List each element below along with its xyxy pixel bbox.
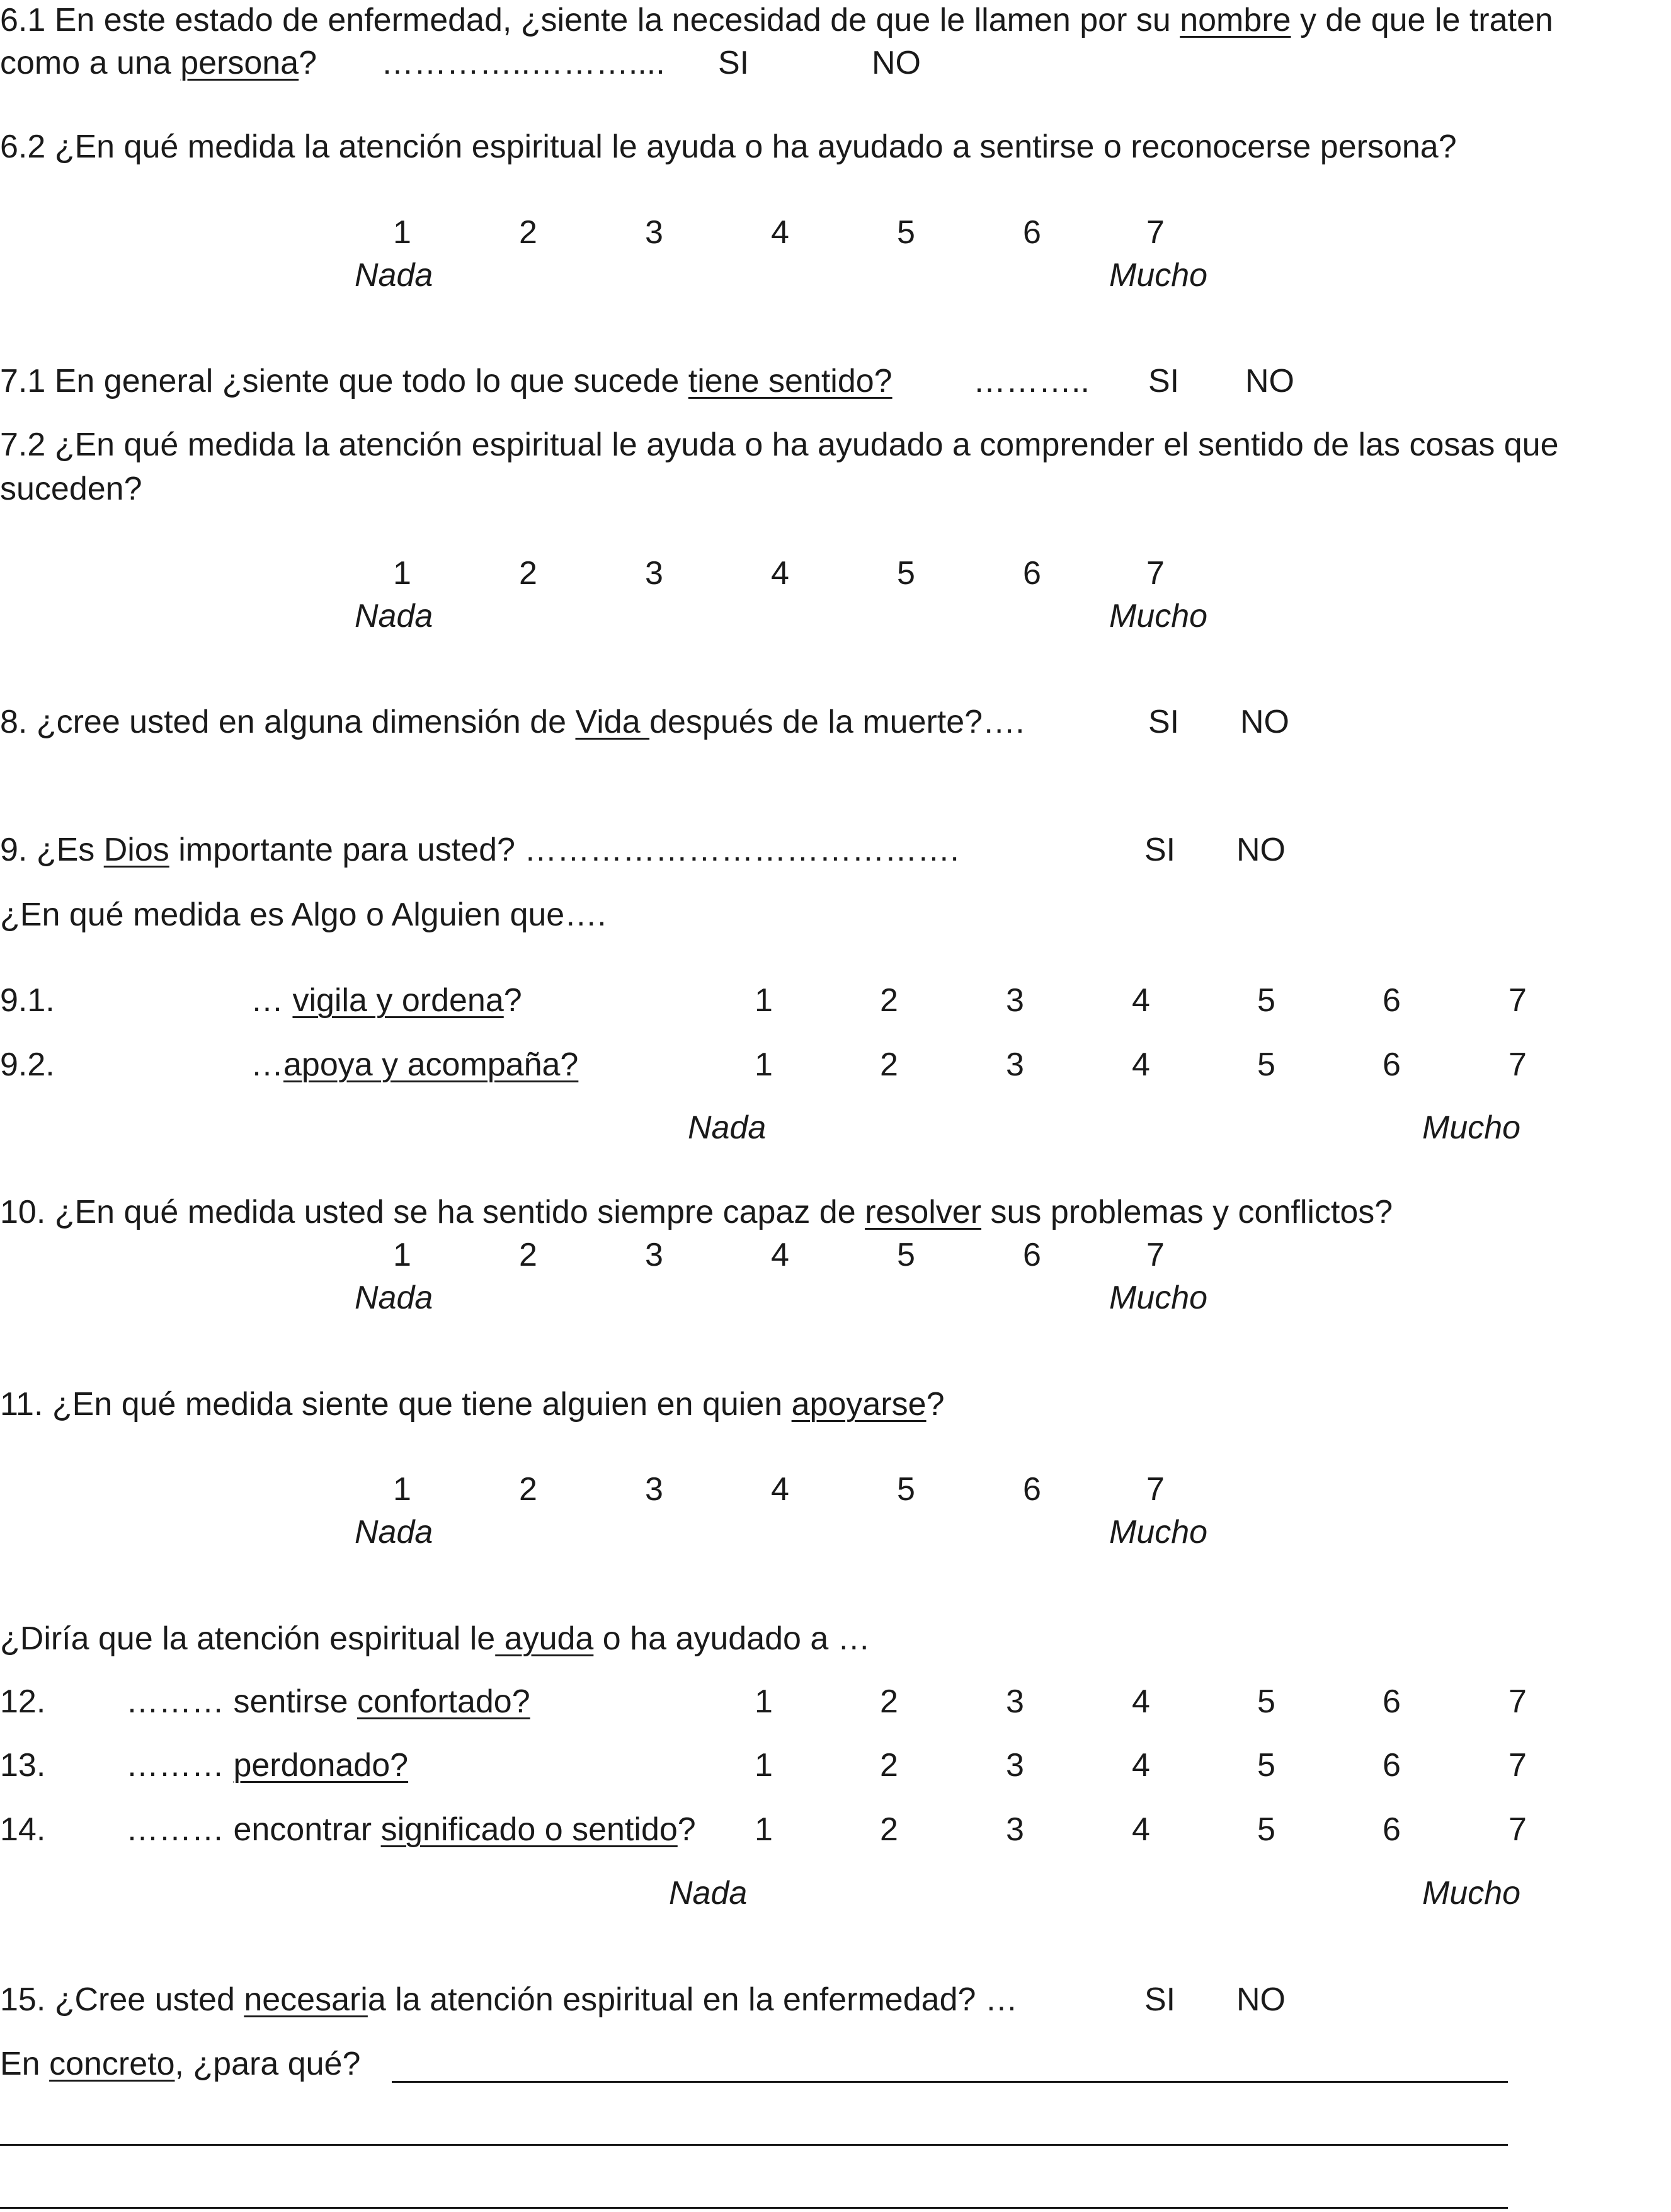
q6-1-text-2: como a una xyxy=(0,45,181,81)
q9-si-option[interactable]: SI xyxy=(1144,832,1176,868)
scale-option-5[interactable]: 5 xyxy=(897,1237,915,1273)
scale-option-2[interactable]: 2 xyxy=(519,1471,537,1508)
scale-option-4[interactable]: 4 xyxy=(1132,1046,1150,1083)
scale-option-6[interactable]: 6 xyxy=(1383,1811,1401,1848)
scale-option-7[interactable]: 7 xyxy=(1508,1747,1527,1784)
question-7-2-line-2: suceden? xyxy=(0,471,142,507)
scale-option-7[interactable]: 7 xyxy=(1508,1683,1527,1720)
q6-1-underlined-persona: persona xyxy=(180,45,299,81)
scale-option-4[interactable]: 4 xyxy=(771,1471,789,1508)
q15-text-end: a la atención espiritual en la enfermedad? … xyxy=(367,1981,1018,2018)
scale-option-4[interactable]: 4 xyxy=(1132,982,1150,1019)
answer-line-2[interactable] xyxy=(0,2144,1508,2146)
scale-option-1[interactable]: 1 xyxy=(393,1471,411,1508)
intro-text: ¿Diría que la atención espiritual le xyxy=(0,1620,496,1657)
item-suffix: ? xyxy=(503,982,522,1019)
q6-1-text-end: y de que le traten xyxy=(1291,2,1553,38)
item-suffix: ? xyxy=(677,1811,696,1848)
answer-line-1[interactable] xyxy=(392,2081,1508,2083)
scale-option-5[interactable]: 5 xyxy=(1257,1046,1275,1083)
scale-option-1[interactable]: 1 xyxy=(755,1046,773,1083)
q15-underlined-necesari: necesari xyxy=(244,1981,368,2018)
scale-option-1[interactable]: 1 xyxy=(393,214,411,251)
q9-text-end: importante para usted? …………………………………. xyxy=(169,832,959,868)
item-number: 12. xyxy=(0,1683,46,1720)
scale-option-5[interactable]: 5 xyxy=(897,1471,915,1508)
q9-intro: ¿En qué medida es Algo o Alguien que…. xyxy=(0,897,607,933)
scale-option-2[interactable]: 2 xyxy=(880,1811,898,1848)
scale-option-6[interactable]: 6 xyxy=(1023,555,1041,592)
scale-option-7[interactable]: 7 xyxy=(1146,214,1165,251)
scale-option-6[interactable]: 6 xyxy=(1383,1683,1401,1720)
item-number: 13. xyxy=(0,1747,46,1784)
item-dots: … xyxy=(251,1046,283,1083)
item-number: 14. xyxy=(0,1811,46,1848)
scale-option-3[interactable]: 3 xyxy=(1006,982,1024,1019)
question-8 xyxy=(0,706,1025,738)
scale-option-5[interactable]: 5 xyxy=(897,555,915,592)
q6-1-text: 6.1 En este estado de enfermedad, ¿siente la necesidad de que le llamen por su xyxy=(0,2,1180,38)
scale-option-3[interactable]: 3 xyxy=(645,214,663,251)
scale-option-6[interactable]: 6 xyxy=(1383,982,1401,1019)
scale-option-5[interactable]: 5 xyxy=(1257,1811,1275,1848)
q7-1-text: 7.1 En general ¿siente que todo lo que sucede xyxy=(0,363,688,399)
scale-option-3[interactable]: 3 xyxy=(1006,1046,1024,1083)
q6-1-no-option[interactable]: NO xyxy=(872,45,921,81)
q7-1-dots: ……….. xyxy=(973,363,1090,399)
scale-option-6[interactable]: 6 xyxy=(1383,1046,1401,1083)
question-6-1-line-2 xyxy=(0,47,317,79)
scale-label-mucho: Mucho xyxy=(1109,1514,1208,1550)
q15-followup-end: , ¿para qué? xyxy=(174,2046,361,2082)
q9-scale-label-mucho: Mucho xyxy=(1422,1109,1521,1146)
scale-option-4[interactable]: 4 xyxy=(1132,1811,1150,1848)
item-underlined: significado o sentido xyxy=(380,1811,678,1848)
item-text xyxy=(126,1685,530,1718)
scale-option-6[interactable]: 6 xyxy=(1383,1747,1401,1784)
question-7-2-line-1: 7.2 ¿En qué medida la atención espiritual le ayuda o ha ayudado a comprender el sentido de las cosas que xyxy=(0,427,1559,463)
scale-option-1[interactable]: 1 xyxy=(755,1683,773,1720)
item-underlined: apoya y acompaña? xyxy=(283,1046,579,1083)
item-text xyxy=(251,1048,578,1081)
q8-text-end: después de la muerte?…. xyxy=(649,704,1025,740)
q10-text-end: sus problemas y conflictos? xyxy=(981,1194,1393,1230)
scale-option-3[interactable]: 3 xyxy=(1006,1811,1024,1848)
item-underlined: confortado? xyxy=(356,1683,530,1720)
scale-option-7[interactable]: 7 xyxy=(1146,555,1165,592)
q15-underlined-concreto: concreto xyxy=(49,2046,175,2082)
scale-option-5[interactable]: 5 xyxy=(1257,1747,1275,1784)
scale-option-7[interactable]: 7 xyxy=(1146,1237,1165,1273)
scale-option-3[interactable]: 3 xyxy=(645,555,663,592)
scale-label-nada: Nada xyxy=(355,1280,433,1316)
scale-option-5[interactable]: 5 xyxy=(1257,982,1275,1019)
question-10 xyxy=(0,1196,1393,1229)
q15-si-option[interactable]: SI xyxy=(1144,1981,1176,2018)
scale-option-2[interactable]: 2 xyxy=(880,982,898,1019)
q15-no-option[interactable]: NO xyxy=(1236,1981,1286,2018)
q15-followup-text: En xyxy=(0,2046,50,2082)
question-11 xyxy=(0,1388,944,1421)
intro-underlined-ayuda: ayuda xyxy=(495,1620,594,1657)
q11-text: 11. ¿En qué medida siente que tiene alguien en quien xyxy=(0,1386,792,1423)
q6-1-dots: …………..……….... xyxy=(381,45,665,81)
scale-option-4[interactable]: 4 xyxy=(771,214,789,251)
scale-option-2[interactable]: 2 xyxy=(880,1747,898,1784)
question-6-2: 6.2 ¿En qué medida la atención espiritual le ayuda o ha ayudado a sentirse o reconocerse persona? xyxy=(0,129,1457,165)
scale-label-mucho: Mucho xyxy=(1109,257,1208,294)
q12-14-intro xyxy=(0,1622,870,1655)
scale-option-5[interactable]: 5 xyxy=(1257,1683,1275,1720)
scale-label-nada: Nada xyxy=(355,1514,433,1550)
item-text xyxy=(251,984,522,1017)
item-dots: ……… encontrar xyxy=(126,1811,381,1848)
intro-text-end: o ha ayudado a … xyxy=(593,1620,870,1657)
scale-option-7[interactable]: 7 xyxy=(1508,1811,1527,1848)
item-dots: ……… xyxy=(126,1747,234,1784)
q8-text: 8. ¿cree usted en alguna dimensión de xyxy=(0,704,576,740)
scale-option-3[interactable]: 3 xyxy=(1006,1683,1024,1720)
item-number: 9.1. xyxy=(0,982,55,1019)
item-text xyxy=(126,1813,696,1846)
scale-option-3[interactable]: 3 xyxy=(1006,1747,1024,1784)
q9-no-option[interactable]: NO xyxy=(1236,832,1286,868)
q8-no-option[interactable]: NO xyxy=(1240,704,1289,740)
q12-14-scale-label-mucho: Mucho xyxy=(1422,1875,1521,1911)
item-dots: … xyxy=(251,982,293,1019)
question-9 xyxy=(0,834,959,866)
question-15 xyxy=(0,1983,1018,2016)
scale-option-1[interactable]: 1 xyxy=(393,1237,411,1273)
q8-underlined-vida: Vida xyxy=(575,704,650,740)
scale-option-6[interactable]: 6 xyxy=(1023,214,1041,251)
q11-underlined-apoyarse: apoyarse xyxy=(791,1386,927,1423)
scale-label-nada: Nada xyxy=(355,257,433,294)
q8-si-option[interactable]: SI xyxy=(1148,704,1180,740)
scale-option-4[interactable]: 4 xyxy=(771,1237,789,1273)
scale-option-3[interactable]: 3 xyxy=(645,1237,663,1273)
q9-text: 9. ¿Es xyxy=(0,832,104,868)
item-text xyxy=(126,1749,408,1782)
question-7-1 xyxy=(0,365,893,398)
scale-option-7[interactable]: 7 xyxy=(1508,982,1527,1019)
scale-option-2[interactable]: 2 xyxy=(880,1683,898,1720)
q7-1-no-option[interactable]: NO xyxy=(1245,363,1294,399)
scale-option-2[interactable]: 2 xyxy=(519,555,537,592)
scale-option-4[interactable]: 4 xyxy=(771,555,789,592)
scale-option-5[interactable]: 5 xyxy=(897,214,915,251)
scale-label-mucho: Mucho xyxy=(1109,1280,1208,1316)
q7-1-si-option[interactable]: SI xyxy=(1148,363,1180,399)
q7-1-underlined-tiene-sentido: tiene sentido? xyxy=(688,363,893,399)
scale-option-1[interactable]: 1 xyxy=(393,555,411,592)
scale-option-3[interactable]: 3 xyxy=(645,1471,663,1508)
scale-option-1[interactable]: 1 xyxy=(755,1747,773,1784)
scale-option-2[interactable]: 2 xyxy=(519,214,537,251)
scale-option-6[interactable]: 6 xyxy=(1023,1471,1041,1508)
q10-text: 10. ¿En qué medida usted se ha sentido siempre capaz de xyxy=(0,1194,865,1230)
scale-option-1[interactable]: 1 xyxy=(755,1811,773,1848)
scale-label-mucho: Mucho xyxy=(1109,598,1208,634)
scale-option-6[interactable]: 6 xyxy=(1023,1237,1041,1273)
q6-1-si-option[interactable]: SI xyxy=(718,45,750,81)
q15-text: 15. ¿Cree usted xyxy=(0,1981,244,2018)
scale-option-1[interactable]: 1 xyxy=(755,982,773,1019)
q6-1-underlined-nombre: nombre xyxy=(1180,2,1291,38)
scale-option-7[interactable]: 7 xyxy=(1146,1471,1165,1508)
item-underlined: perdonado? xyxy=(233,1747,409,1784)
scale-option-4[interactable]: 4 xyxy=(1132,1747,1150,1784)
item-number: 9.2. xyxy=(0,1046,55,1083)
answer-line-3[interactable] xyxy=(0,2207,1508,2209)
scale-option-7[interactable]: 7 xyxy=(1508,1046,1527,1083)
question-6-1-line-1 xyxy=(0,4,1553,37)
item-underlined: vigila y ordena xyxy=(292,982,504,1019)
q10-underlined-resolver: resolver xyxy=(865,1194,982,1230)
scale-option-2[interactable]: 2 xyxy=(519,1237,537,1273)
scale-label-nada: Nada xyxy=(355,598,433,634)
q9-underlined-dios: Dios xyxy=(103,832,169,868)
q15-followup xyxy=(0,2048,360,2080)
q12-14-scale-label-nada: Nada xyxy=(669,1875,748,1911)
q6-1-qmark: ? xyxy=(299,45,317,81)
scale-option-2[interactable]: 2 xyxy=(880,1046,898,1083)
scale-option-4[interactable]: 4 xyxy=(1132,1683,1150,1720)
item-dots: ……… sentirse xyxy=(126,1683,357,1720)
q9-scale-label-nada: Nada xyxy=(688,1109,767,1146)
q11-text-end: ? xyxy=(926,1386,945,1423)
